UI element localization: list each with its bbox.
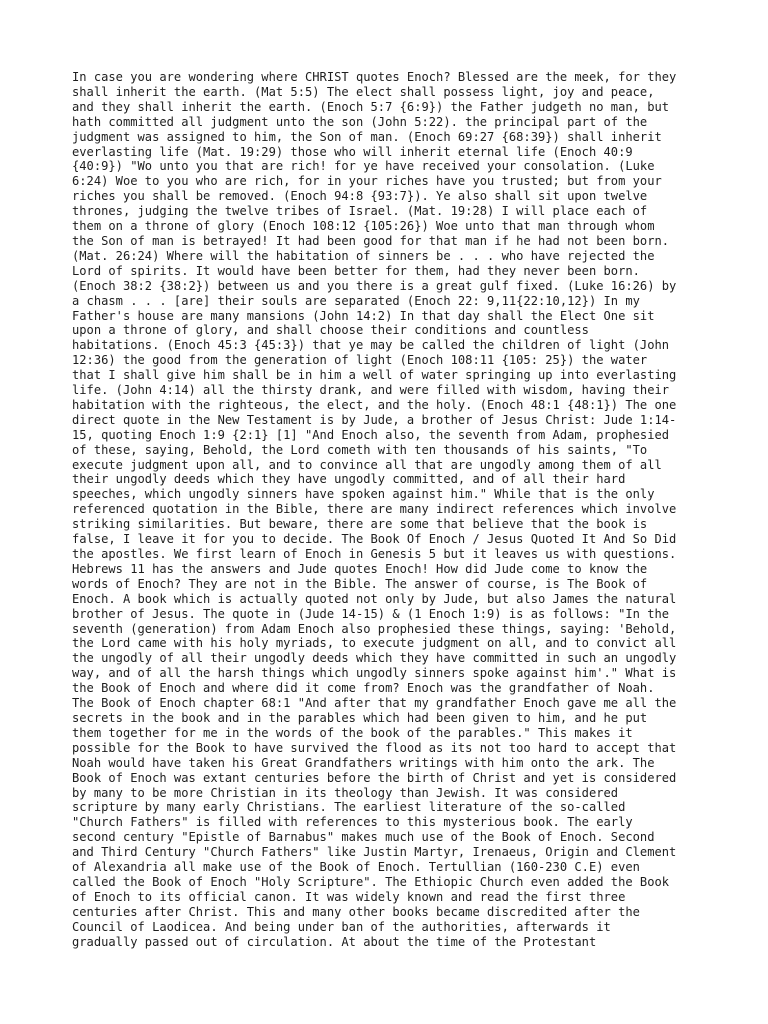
document-page xyxy=(72,70,732,949)
body-text: In case you are wondering where CHRIST quotes Enoch? Blessed are the meek, for they shall inherit the earth. (Mat 5:5) The elect shall possess light, joy and peace, and they shall inherit the earth. (Enoch 5:7 {6:9}) the Father judgeth no man, but hath committed all judgment unto the son (John 5:22). the principal part of the judgment was assigned to him, the Son of man. (Enoch 69:27 {68:39}) shall inherit everlasting life (Mat. 19:29) those who will inherit eternal life (Enoch 40:9 {40:9}) "Wo unto you that are rich! for ye have received your consolation. (Luke 6:24) Woe to you who are rich, for in your riches have you trusted; but from your riches you shall be removed. (Enoch 94:8 {93:7}). Ye also shall sit upon twelve thrones, judging the twelve tribes of Israel. (Mat. 19:28) I will place each of them on a throne of glory (Enoch 108:12 {105:26}) Woe unto that man through whom the Son of man is betrayed! It had been good for that man if he had not been born. (Mat. 26:24) Where will the habitation of sinners be . . . who have rejected the Lord of spirits. It would have been better for them, had they never been born. (Enoch 38:2 {38:2}) between us and you there is a great gulf fixed. (Luke 16:26) by a chasm . . . [are] their souls are separated (Enoch 22: 9,11{22:10,12}) In my Father's house are many mansions (John 14:2) In that day shall the Elect One sit upon a throne of glory, and shall choose their conditions and countless habitations. (Enoch 45:3 {45:3}) that ye may be called the children of light (John 12:36) the good from the generation of light (Enoch 108:11 {105: 25}) the water that I shall give him shall be in him a well of water springing up into everlasting life. (John 4:14) all the thirsty drank, and were filled with wisdom, having their habitation with the righteous, the elect, and the holy. (Enoch 48:1 {48:1}) The one direct quote in the New Testament is by Jude, a brother of Jesus Christ: Jude 1:14- 15, quoting Enoch 1:9 {2:1} [1] "And Enoch also, the seventh from Adam, prophesied of these, saying, Behold, the Lord cometh with ten thousands of his saints, "To execute judgment upon all, and to convince all that are ungodly among them of all their ungodly deeds which they have ungodly committed, and of all their hard speeches, which ungodly sinners have spoken against him." While that is the only referenced quotation in the Bible, there are many indirect references which involve striking similarities. But beware, there are some that believe that the book is false, I leave it for you to decide. The Book Of Enoch / Jesus Quoted It And So Did the apostles. We first learn of Enoch in Genesis 5 but it leaves us with questions. Hebrews 11 has the answers and Jude quotes Enoch! How did Jude come to know the words of Enoch? They are not in the Bible. The answer of course, is The Book of Enoch. A book which is actually quoted not only by Jude, but also James the natural brother of Jesus. The quote in (Jude 14-15) & (1 Enoch 1:9) is as follows: "In the seventh (generation) from Adam Enoch also prophesied these things, saying: 'Behold, the Lord came with his holy myriads, to execute judgment on all, and to convict all the ungodly of all their ungodly deeds which they have committed in such an ungodly way, and of all the harsh things which ungodly sinners spoke against him'." What is the Book of Enoch and where did it come from? Enoch was the grandfather of Noah. The Book of Enoch chapter 68:1 "And after that my grandfather Enoch gave me all the secrets in the book and in the parables which had been given to him, and he put them together for me in the words of the book of the parables." This makes it possible for the Book to have survived the flood as its not too hard to accept that Noah would have taken his Great Grandfathers writings with him onto the ark. The Book of Enoch was extant centuries before the birth of Christ and yet is considered by many to be more Christian in its theology than Jewish. It was considered scripture by many early Christians. The earliest literature of the so-called "Church Fathers" is filled with references to this mysterious book. The early second century "Epistle of Barnabus" makes much use of the Book of Enoch. Second and Third Century "Church Fathers" like Justin Martyr, Irenaeus, Origin and Clement of Alexandria all make use of the Book of Enoch. Tertullian (160-230 C.E) even called the Book of Enoch "Holy Scripture". The Ethiopic Church even added the Book of Enoch to its official canon. It was widely known and read the first three centuries after Christ. This and many other books became discredited after the Council of Laodicea. And being under ban of the authorities, afterwards it gradually passed out of circulation. At about the time of the Protestant xyxy=(72,70,677,949)
